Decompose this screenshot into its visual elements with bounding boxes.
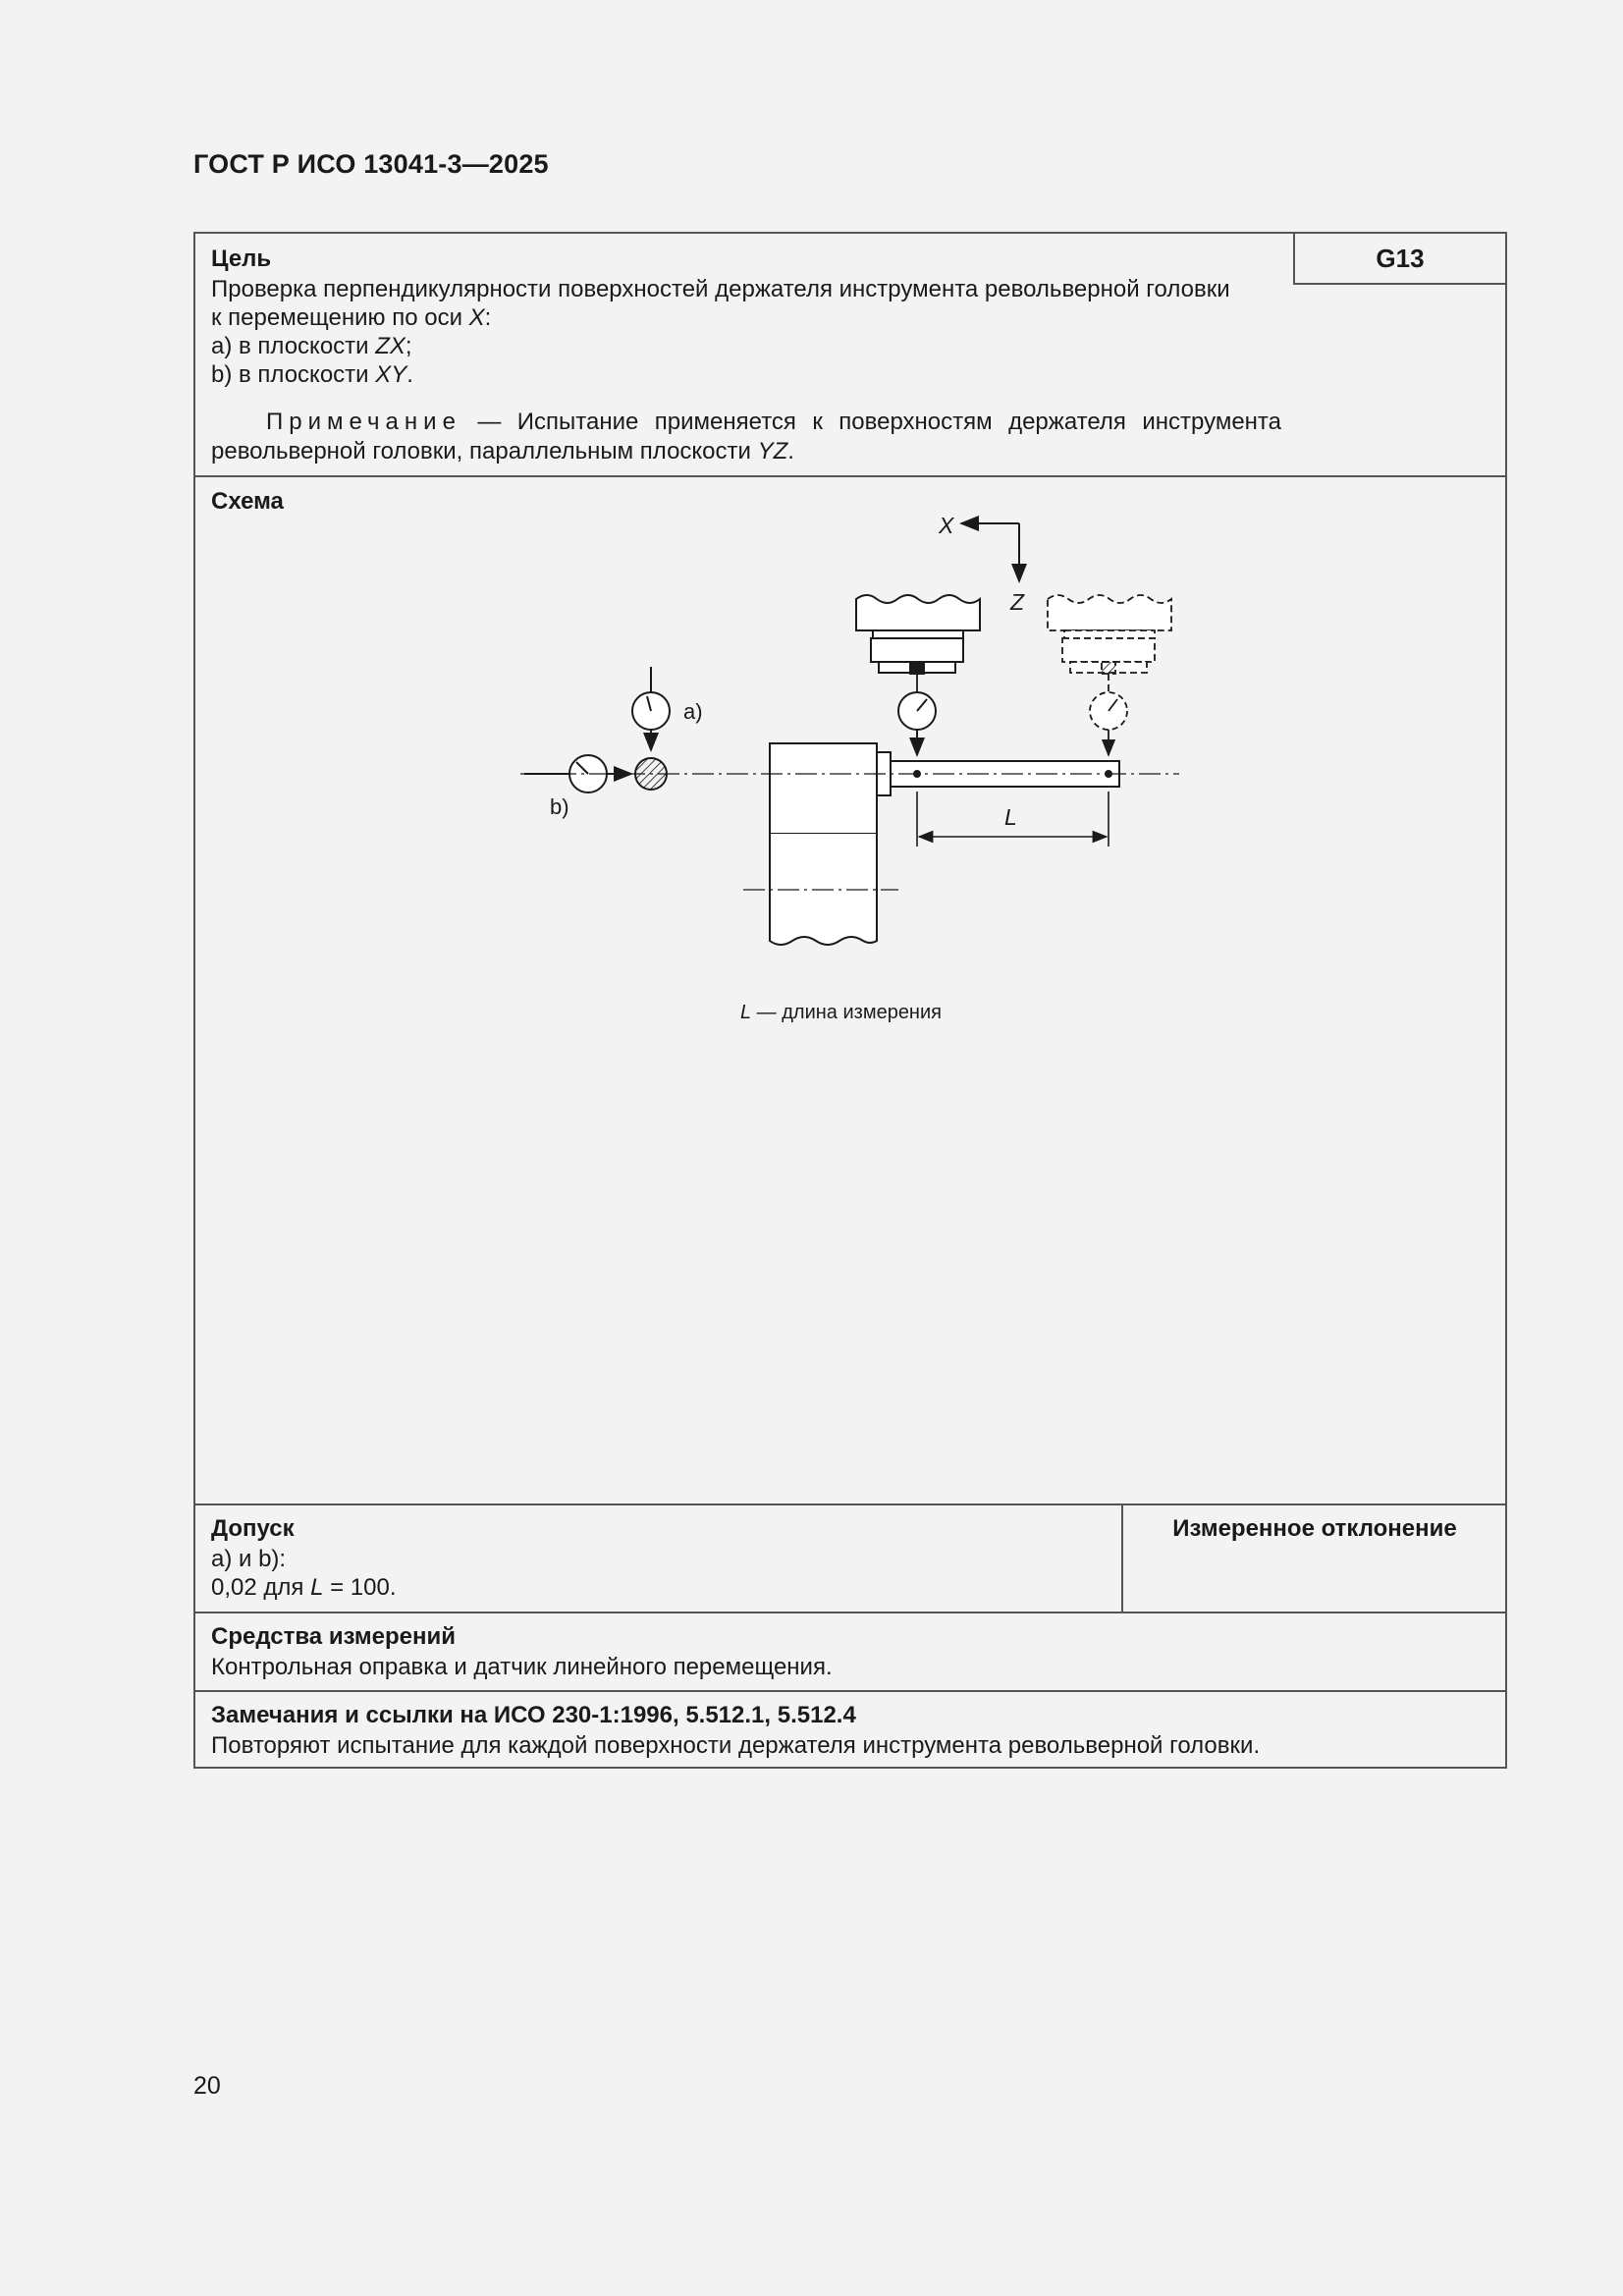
- remarks-label: Замечания и ссылки на ИСО 230-1:1996, 5.512.1, 5.512.4: [211, 1702, 856, 1728]
- schema-section: [195, 475, 1505, 1503]
- note-line-2: револьверной головки, параллельным плоскости YZ.: [211, 438, 794, 465]
- instruments-text: Контрольная оправка и датчик линейного перемещения.: [211, 1654, 833, 1680]
- diagram-caption: L — длина измерения: [740, 1002, 942, 1023]
- objective-text: [211, 275, 1230, 389]
- page-number: 20: [193, 2072, 221, 2100]
- remarks-text: Повторяют испытание для каждой поверхности держателя инструмента револьверной головки.: [211, 1732, 1261, 1759]
- objective-line-2: к перемещению по оси X:: [211, 304, 492, 331]
- turret-holder-position-1: [856, 595, 980, 692]
- tolerance-line-2: 0,02 для L = 100.: [211, 1574, 397, 1601]
- tolerance-text: [211, 1545, 396, 1602]
- objective-line-4: b) в плоскости XY.: [211, 361, 413, 388]
- remarks-section: [195, 1690, 1505, 1767]
- label-b: b): [550, 794, 569, 819]
- tolerance-section: [195, 1503, 1505, 1612]
- note-label: Примечание: [266, 409, 461, 435]
- measured-deviation-label: Измеренное отклонение: [1172, 1515, 1457, 1542]
- measurement-diagram: [195, 477, 1505, 1503]
- turret-holder-position-2: [1048, 595, 1171, 692]
- instruments-section: [195, 1612, 1505, 1690]
- objective-line-3: a) в плоскости ZX;: [211, 333, 412, 359]
- dimension-label: L: [1004, 804, 1017, 830]
- objective-label: Цель: [211, 246, 272, 272]
- axis-x-label: X: [939, 513, 954, 538]
- objective-section: [195, 234, 1505, 475]
- instruments-label: Средства измерений: [211, 1623, 457, 1650]
- note-line-1: Примечание — Испытание применяется к поверхностям держателя инструмента: [266, 409, 1281, 435]
- dial-indicator-b: [524, 755, 631, 819]
- document-header: ГОСТ Р ИСО 13041-3—2025: [193, 149, 549, 179]
- tolerance-column-divider: [1121, 1505, 1123, 1612]
- test-table: [193, 232, 1507, 1769]
- tolerance-label: Допуск: [211, 1515, 295, 1542]
- dial-indicator-2: [1090, 692, 1127, 755]
- dial-indicator-a: [632, 667, 703, 750]
- test-id: G13: [1293, 234, 1505, 285]
- axis-z-label: Z: [1010, 589, 1025, 615]
- label-a: a): [683, 699, 703, 724]
- dimension-l: [917, 792, 1109, 847]
- dial-indicator-1: [898, 692, 936, 755]
- tolerance-line-1: a) и b):: [211, 1546, 287, 1572]
- schema-label: Схема: [211, 488, 284, 515]
- objective-line-1: Проверка перпендикулярности поверхностей держателя инструмента револьверной головки: [211, 276, 1230, 302]
